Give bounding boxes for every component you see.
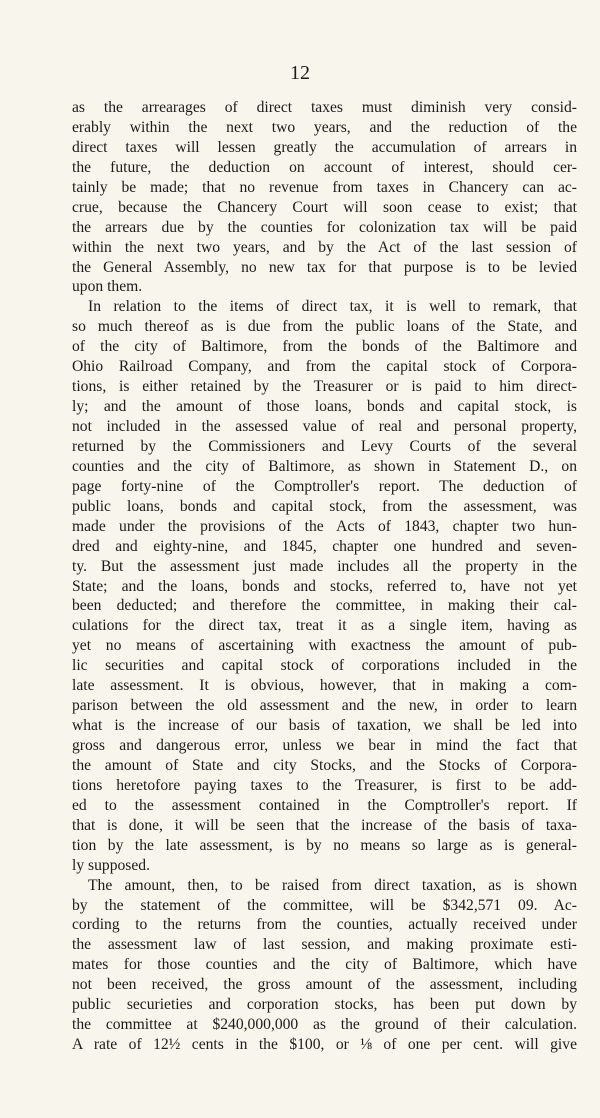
- text-line: tion by the late assessment, is by no means so large as is general-: [72, 836, 577, 854]
- text-line: as the arrearages of direct taxes must diminish very consid-: [72, 99, 577, 116]
- text-line: been deducted; and therefore the committee, in making their cal-: [72, 597, 577, 615]
- text-line: yet no means of ascertaining with exactness the amount of pub-: [72, 637, 577, 655]
- text-line: mates for those counties and the city of Baltimore, which have: [72, 956, 577, 974]
- text-line: A rate of 12½ cents in the $100, or ⅛ of one per cent. will give: [72, 1036, 577, 1054]
- text-line: gross and dangerous error, unless we bear in mind the fact that: [72, 737, 577, 754]
- text-line: late assessment. It is obvious, however, that in making a com-: [72, 677, 577, 695]
- text-line: ed to the assessment contained in the Comptroller's report. If: [72, 796, 577, 814]
- text-line: Ohio Railroad Company, and from the capital stock of Corpora-: [72, 358, 577, 376]
- text-line: erably within the next two years, and the reduction of the: [72, 118, 577, 136]
- text-line: tainly be made; that no revenue from taxes in Chancery can ac-: [72, 178, 577, 196]
- text-line: upon them.: [72, 278, 143, 296]
- text-line: crue, because the Chancery Court will soon cease to exist; that: [72, 198, 577, 216]
- text-line: In relation to the items of direct tax, it is well to remark, that: [88, 298, 577, 316]
- text-line: dred and eighty-nine, and 1845, chapter one hundred and seven-: [72, 537, 577, 555]
- text-line: ly supposed.: [72, 856, 150, 874]
- text-line: public securieties and corporation stocks, has been put down by: [72, 996, 577, 1014]
- text-line: that is done, it will be seen that the increase of the basis of taxa-: [72, 816, 577, 834]
- text-line: The amount, then, to be raised from direct taxation, as is shown: [88, 876, 577, 894]
- text-line: within the next two years, and by the Act of the last session of: [72, 238, 577, 256]
- text-line: not been received, the gross amount of the assessment, including: [72, 976, 577, 994]
- text-line: public loans, bonds and capital stock, from the assessment, was: [72, 497, 577, 515]
- text-line: by the statement of the committee, will be $342,571 09. Ac-: [72, 896, 577, 914]
- text-line: cording to the returns from the counties, actually received under: [72, 916, 577, 934]
- text-line: the arrears due by the counties for colonization tax will be paid: [72, 218, 577, 236]
- text-line: counties and the city of Baltimore, as shown in Statement D., on: [72, 457, 577, 475]
- text-line: State; and the loans, bonds and stocks, referred to, have not yet: [72, 577, 577, 595]
- text-line: not included in the assessed value of real and personal property,: [72, 418, 577, 435]
- text-line: returned by the Commissioners and Levy Courts of the several: [72, 437, 577, 455]
- text-line: ty. But the assessment just made includes all the property in the: [72, 557, 577, 575]
- text-line: tions, is either retained by the Treasurer or is paid to him direct-: [72, 378, 577, 396]
- text-line: parison between the old assessment and the new, in order to learn: [72, 697, 577, 715]
- text-line: tions heretofore paying taxes to the Treasurer, is first to be add-: [72, 776, 577, 794]
- text-line: culations for the direct tax, treat it as a single item, having as: [72, 617, 577, 635]
- text-line: what is the increase of our basis of taxation, we shall be led into: [72, 717, 577, 735]
- body-text: [72, 98, 577, 1055]
- text-line: the assessment law of last session, and making proximate esti-: [72, 936, 577, 954]
- page-number: 12: [290, 62, 310, 84]
- text-line: lic securities and capital stock of corporations included in the: [72, 657, 577, 675]
- text-line: the future, the deduction on account of interest, should cer-: [72, 158, 577, 176]
- text-line: direct taxes will lessen greatly the accumulation of arrears in: [72, 138, 577, 156]
- text-line: made under the provisions of the Acts of 1843, chapter two hun-: [72, 517, 577, 535]
- text-line: the amount of State and city Stocks, and the Stocks of Corpora-: [72, 756, 577, 774]
- text-line: the committee at $240,000,000 as the ground of their calculation.: [72, 1016, 577, 1034]
- text-line: the General Assembly, no new tax for that purpose is to be levied: [72, 258, 577, 276]
- text-line: so much thereof as is due from the public loans of the State, and: [72, 318, 577, 336]
- text-line: of the city of Baltimore, from the bonds of the Baltimore and: [72, 338, 577, 356]
- text-line: ly; and the amount of those loans, bonds and capital stock, is: [72, 398, 577, 416]
- text-line: page forty-nine of the Comptroller's report. The deduction of: [72, 477, 577, 495]
